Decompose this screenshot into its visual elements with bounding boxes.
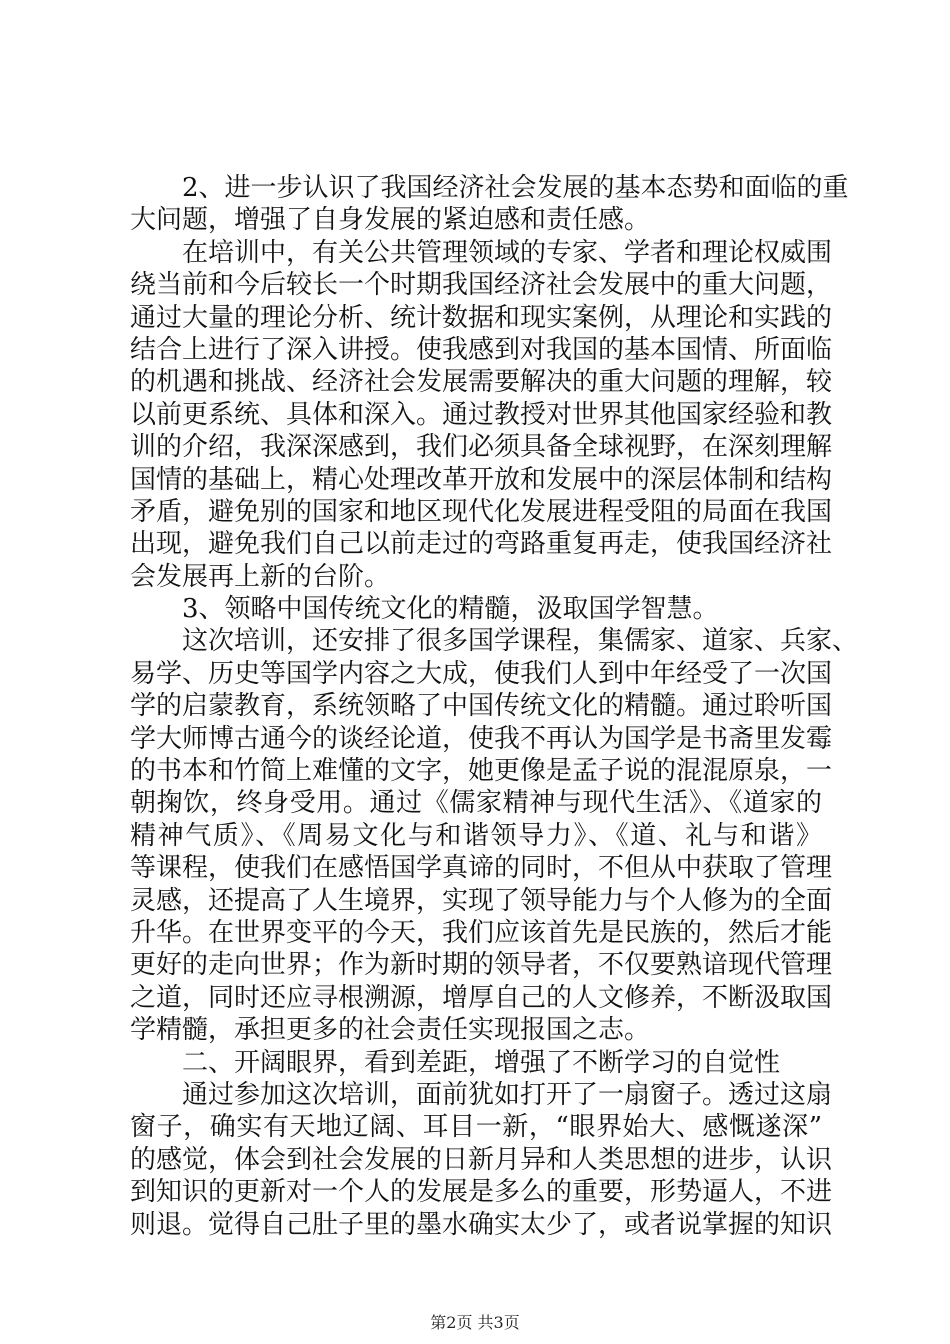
document-body	[130, 172, 859, 1241]
text-line: 朝掬饮，终身受用。通过《儒家精神与现代生活》、《道家的	[130, 788, 822, 819]
text-line: 的感觉，体会到社会发展的日新月异和人类思想的进步，认识	[130, 1144, 833, 1175]
text-line: 这次培训，还安排了很多国学课程，集儒家、道家、兵家、	[182, 626, 859, 657]
text-line: 易学、历史等国学内容之大成，使我们人到中年经受了一次国	[130, 658, 833, 689]
text-line: 绕当前和今后较长一个时期我国经济社会发展中的重大问题，	[130, 270, 833, 301]
text-line: 则退。觉得自己肚子里的墨水确实太少了，或者说掌握的知识	[130, 1209, 833, 1240]
text-line: 精神气质》、《周易文化与和谐领导力》、《道、礼与和谐》	[130, 820, 822, 851]
text-line: 到知识的更新对一个人的发展是多么的重要，形势逼人，不进	[130, 1177, 833, 1208]
text-line: 会发展再上新的台阶。	[130, 561, 391, 592]
text-line: 矛盾，避免别的国家和地区现代化发展进程受阻的局面在我国	[130, 496, 833, 527]
text-line: 训的介绍，我深深感到，我们必须具备全球视野，在深刻理解	[130, 432, 833, 463]
text-line: 2、进一步认识了我国经济社会发展的基本态势和面临的重	[182, 173, 849, 203]
text-line: 灵感，还提高了人生境界，实现了领导能力与个人修为的全面	[130, 885, 833, 916]
text-line: 结合上进行了深入讲授。使我感到对我国的基本国情、所面临	[130, 334, 833, 365]
text-line: 的机遇和挑战、经济社会发展需要解决的重大问题的理解，较	[130, 367, 833, 398]
page-number-label: 第2页 共3页	[430, 1313, 520, 1332]
text-line: 等课程，使我们在感悟国学真谛的同时，不但从中获取了管理	[130, 853, 833, 884]
text-line: 以前更系统、具体和深入。通过教授对世界其他国家经验和教	[130, 399, 833, 430]
text-line: 升华。在世界变平的今天，我们应该首先是民族的，然后才能	[130, 917, 833, 948]
text-line: 学大师博古通今的谈经论道，使我不再认为国学是书斋里发霉	[130, 723, 833, 754]
text-line: 二、开阔眼界，看到差距，增强了不断学习的自觉性	[182, 1047, 781, 1078]
text-line: 大问题，增强了自身发展的紧迫感和责任感。	[130, 205, 651, 236]
text-line: 国情的基础上，精心处理改革开放和发展中的深层体制和结构	[130, 464, 833, 495]
text-line: 窗子，确实有天地辽阔、耳目一新，“眼界始大、感慨遂深”	[130, 1112, 822, 1143]
text-line: 通过大量的理论分析、统计数据和现实案例，从理论和实践的	[130, 302, 833, 333]
text-line: 3、领略中国传统文化的精髓，汲取国学智慧。	[182, 594, 719, 625]
text-line: 在培训中，有关公共管理领域的专家、学者和理论权威围	[182, 237, 833, 268]
text-line: 学精髓，承担更多的社会责任实现报国之志。	[130, 1015, 651, 1046]
page-footer	[0, 1313, 950, 1333]
document-lines	[130, 172, 859, 1241]
text-line: 学的启蒙教育，系统领略了中国传统文化的精髓。通过聆听国	[130, 691, 833, 722]
text-line: 通过参加这次培训，面前犹如打开了一扇窗子。透过这扇	[182, 1079, 833, 1110]
text-line: 的书本和竹简上难懂的文字，她更像是孟子说的混混原泉，一	[130, 756, 833, 787]
text-line: 更好的走向世界；作为新时期的领导者，不仅要熟谙现代管理	[130, 950, 833, 981]
text-line: 出现，避免我们自己以前走过的弯路重复再走，使我国经济社	[130, 529, 833, 560]
text-line: 之道，同时还应寻根溯源，增厚自己的人文修养，不断汲取国	[130, 982, 833, 1013]
